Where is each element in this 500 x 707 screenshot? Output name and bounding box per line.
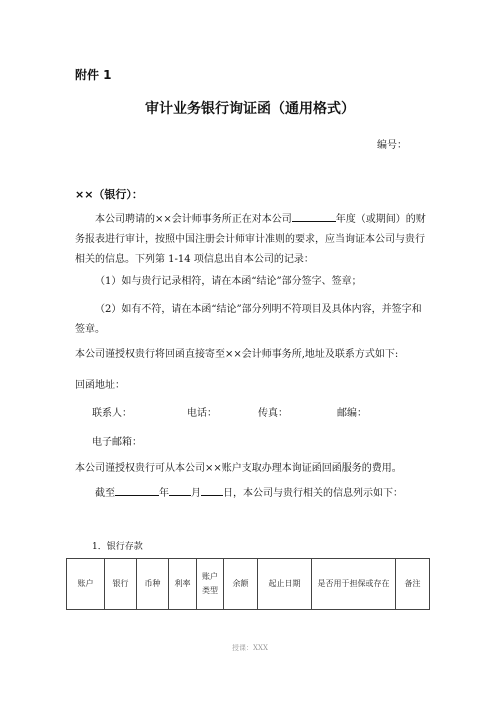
condition-1: （1）如与贵行记录相符，请在本函“结论”部分签字、签章； xyxy=(95,276,362,287)
section-title: 1．银行存款 xyxy=(92,542,143,552)
postcode-label: 邮编： xyxy=(337,408,367,419)
month-blank xyxy=(169,484,191,496)
table-header-row xyxy=(67,559,430,610)
day-blank xyxy=(201,484,223,496)
company-period-blank xyxy=(292,210,336,222)
reference-number-label: 编号： xyxy=(377,140,407,151)
fax-label: 传真： xyxy=(258,408,288,419)
addressee: ××（银行）： xyxy=(75,188,143,201)
page-title: 审计业务银行询证函（通用格式） xyxy=(145,101,355,117)
table-header-cell: 账户 xyxy=(67,559,105,610)
table-header-cell: 余额 xyxy=(224,559,258,610)
year-blank xyxy=(115,484,159,496)
email-label: 电子邮箱： xyxy=(92,437,142,448)
table-header-cell: 利率 xyxy=(169,559,197,610)
fee-paragraph: 本公司谨授权贵行可从本公司××账户支取办理本询证函回函服务的费用。 xyxy=(75,463,402,474)
intro-paragraph: 本公司聘请的××会计师事务所正在对本公司 年度（或期间）的财务报表进行审计，按照中国注册会计师审计准则的要求，应当询证本公司与贵行相关的信息。下列第 1-14 项信息出自本公司的记录： xyxy=(75,210,427,270)
phone-label: 电话： xyxy=(187,408,217,419)
authorization-paragraph: 本公司谨授权贵行将回函直接寄至××会计师事务所,地址及联系方式如下: xyxy=(75,349,399,360)
contact-person-label: 联系人： xyxy=(92,408,132,419)
table-header-cell: 备注 xyxy=(396,559,430,610)
as-of-paragraph: 截至 年 月 日，本公司与贵行相关的信息列示如下： xyxy=(75,484,427,504)
table-header-cell: 起止日期 xyxy=(258,559,312,610)
table-header-cell: 账户类型 xyxy=(197,559,224,610)
table-header-cell: 是否用于担保或存在 xyxy=(312,559,396,610)
bank-deposit-table xyxy=(66,558,430,610)
condition-2: （2）如有不符，请在本函“结论”部分列明不符项目及具体内容，并签字和签章。 xyxy=(75,304,422,335)
attachment-label: 附件 1 xyxy=(75,68,112,82)
table-header-cell: 币种 xyxy=(137,559,169,610)
return-address-label: 回函地址： xyxy=(75,380,125,391)
table-header-cell: 银行 xyxy=(105,559,137,610)
footer-watermark: 授课：XXX xyxy=(232,644,268,652)
